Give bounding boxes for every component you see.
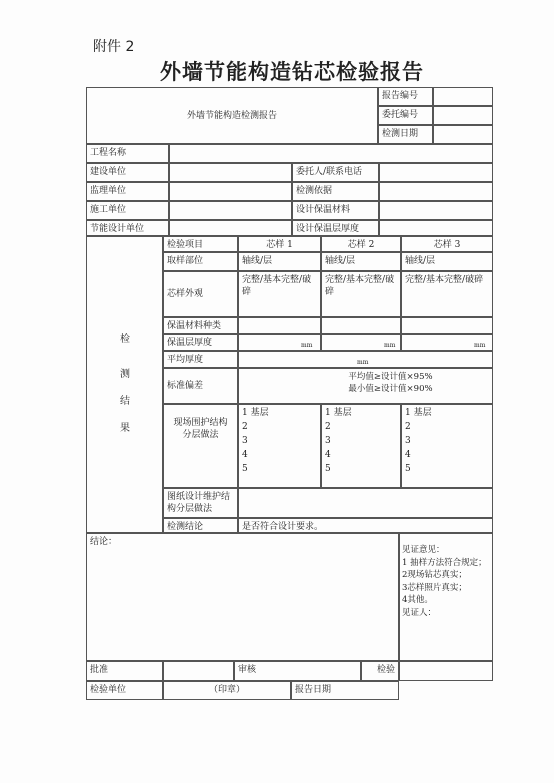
std-deviation-field xyxy=(238,368,493,404)
std-deviation-text: 标准偏差 xyxy=(167,381,204,391)
conclusion-area[interactable] xyxy=(86,533,399,661)
result-label-cell xyxy=(86,236,163,533)
core-2-layer-2: 2 xyxy=(325,422,331,432)
commission-no-label: 委托编号 xyxy=(378,106,433,125)
report-no-label: 报告编号 xyxy=(378,87,433,106)
core-1-layer-1: 1 基层 xyxy=(242,408,269,418)
design-thickness-field[interactable] xyxy=(379,220,493,236)
witness-title: 见证意见： xyxy=(402,545,445,555)
core-3-location[interactable]: 轴线/层 xyxy=(401,252,493,271)
insulation-type-label: 保温材料种类 xyxy=(163,317,238,334)
drawing-layers-field[interactable] xyxy=(238,488,493,518)
constructor-field[interactable] xyxy=(169,201,292,220)
std-deviation-label xyxy=(163,368,238,404)
core-1-thickness[interactable] xyxy=(238,334,321,351)
core-2-layers[interactable] xyxy=(321,404,401,488)
approve-field[interactable] xyxy=(163,661,234,681)
witness-person: 见证人： xyxy=(402,607,437,618)
test-conclusion-label: 检测结论 xyxy=(163,518,238,533)
avg-thickness-field[interactable] xyxy=(238,351,493,368)
witness-area[interactable] xyxy=(399,533,493,661)
result-char-1: 检 xyxy=(120,334,130,345)
site-layers-label xyxy=(163,404,238,488)
site-layers-text: 现场围护结构分层做法 xyxy=(173,418,228,440)
report-date-label: 报告日期 xyxy=(291,681,399,700)
core-2-layer-3: 3 xyxy=(325,436,331,446)
report-no-field[interactable] xyxy=(433,87,493,106)
core-appearance-text: 芯样外观 xyxy=(167,289,204,299)
core-3-layer-4: 4 xyxy=(405,450,411,460)
design-material-label: 设计保温材料 xyxy=(292,201,379,220)
core-3-layer-1: 1 基层 xyxy=(405,408,432,418)
core-1-appearance[interactable]: 完整/基本完整/破碎 xyxy=(238,271,321,317)
inspect-label: 检验 xyxy=(361,661,399,681)
unit-mm-2: mm xyxy=(384,342,396,349)
supervisor-field[interactable] xyxy=(169,182,292,201)
witness-item-1: 1 抽样方法符合规定； xyxy=(402,557,487,568)
conclusion-label: 结论： xyxy=(90,537,118,547)
report-subtitle-cell xyxy=(86,87,378,144)
result-char-3: 结 xyxy=(120,396,130,407)
test-conclusion-value[interactable]: 是否符合设计要求。 xyxy=(238,518,493,533)
core-2-location[interactable]: 轴线/层 xyxy=(321,252,401,271)
core-1-layer-2: 2 xyxy=(242,422,248,432)
core-1-location[interactable]: 轴线/层 xyxy=(238,252,321,271)
deviation-line-1: 平均值≥设计值×95% xyxy=(348,372,433,382)
unit-mm-3: mm xyxy=(474,342,486,349)
core-3-layer-2: 2 xyxy=(405,422,411,432)
client-phone-field[interactable] xyxy=(379,163,493,182)
core-2-layer-5: 5 xyxy=(325,464,331,474)
design-thickness-label: 设计保温层厚度 xyxy=(292,220,379,236)
page-title: 外墙节能构造钻芯检验报告 xyxy=(160,60,424,84)
design-material-field[interactable] xyxy=(379,201,493,220)
seal-field[interactable]: （印章） xyxy=(163,681,291,700)
core-3-layers[interactable] xyxy=(401,404,493,488)
builder-label: 建设单位 xyxy=(86,163,169,182)
attachment-label: 附件 2 xyxy=(93,39,135,55)
core-3-layer-3: 3 xyxy=(405,436,411,446)
client-phone-label: 委托人/联系电话 xyxy=(292,163,379,182)
sampling-location-label: 取样部位 xyxy=(163,252,238,271)
constructor-label: 施工单位 xyxy=(86,201,169,220)
builder-field[interactable] xyxy=(169,163,292,182)
core-1-layer-5: 5 xyxy=(242,464,248,474)
result-char-2: 测 xyxy=(120,369,130,380)
core-3-insulation-type[interactable] xyxy=(401,317,493,334)
project-name-field[interactable] xyxy=(169,144,493,163)
project-name-label: 工程名称 xyxy=(86,144,169,163)
unit-mm-avg: mm xyxy=(357,359,369,366)
inspection-unit-label: 检验单位 xyxy=(86,681,163,700)
core-3-header: 芯样 3 xyxy=(401,236,493,252)
core-1-insulation-type[interactable] xyxy=(238,317,321,334)
core-1-layer-3: 3 xyxy=(242,436,248,446)
avg-thickness-label: 平均厚度 xyxy=(163,351,238,368)
test-basis-field[interactable] xyxy=(379,182,493,201)
report-form xyxy=(86,87,493,700)
energy-design-field[interactable] xyxy=(169,220,292,236)
core-2-appearance[interactable]: 完整/基本完整/破碎 xyxy=(321,271,401,317)
core-1-layer-4: 4 xyxy=(242,450,248,460)
review-label: 审核 xyxy=(234,661,361,681)
core-2-layer-4: 4 xyxy=(325,450,331,460)
core-3-layer-5: 5 xyxy=(405,464,411,474)
core-2-insulation-type[interactable] xyxy=(321,317,401,334)
report-subtitle: 外墙节能构造检测报告 xyxy=(186,111,277,121)
test-date-field[interactable] xyxy=(433,125,493,144)
witness-item-2: 2现场钻芯真实； xyxy=(402,570,467,580)
unit-mm-1: mm xyxy=(301,342,313,349)
core-2-thickness[interactable] xyxy=(321,334,401,351)
result-char-4: 果 xyxy=(120,423,130,434)
core-2-layer-1: 1 基层 xyxy=(325,408,352,418)
core-2-header: 芯样 2 xyxy=(321,236,401,252)
core-appearance-label xyxy=(163,271,238,317)
inspect-field[interactable] xyxy=(399,661,493,681)
core-1-layers[interactable] xyxy=(238,404,321,488)
drawing-layers-label: 图纸设计维护结构分层做法 xyxy=(163,488,238,518)
approve-label: 批准 xyxy=(86,661,163,681)
test-date-label: 检测日期 xyxy=(378,125,433,144)
core-1-header: 芯样 1 xyxy=(238,236,321,252)
core-3-thickness[interactable] xyxy=(401,334,493,351)
supervisor-label: 监理单位 xyxy=(86,182,169,201)
witness-item-3: 3芯样照片真实； xyxy=(402,582,467,593)
deviation-line-2: 最小值≥设计值×90% xyxy=(348,384,433,394)
test-basis-label: 检测依据 xyxy=(292,182,379,201)
commission-no-field[interactable] xyxy=(433,106,493,125)
insulation-thickness-label: 保温层厚度 xyxy=(163,334,238,351)
energy-design-label: 节能设计单位 xyxy=(86,220,169,236)
witness-item-4: 4其他。 xyxy=(402,595,433,605)
core-3-appearance[interactable]: 完整/基本完整/破碎 xyxy=(401,271,493,317)
item-header: 检验项目 xyxy=(163,236,238,252)
